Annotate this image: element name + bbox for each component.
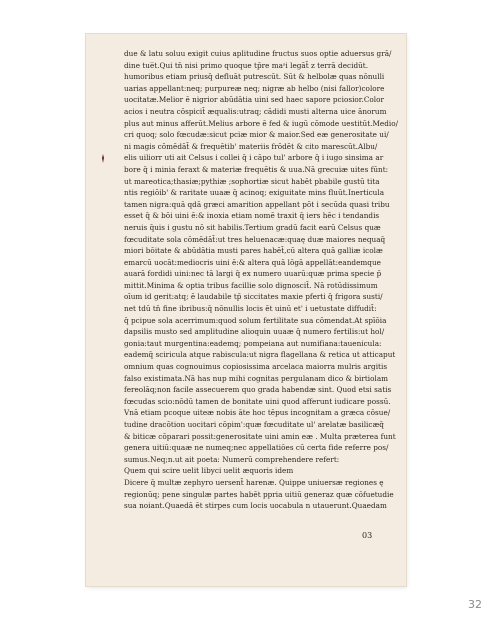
- text-line: fœcuditate sola cōmēdāt̄:ut tres heluenacæ:quaę duæ maiores nequaq̄: [124, 234, 386, 244]
- text-line: sua noiant.Quaedā ēt stirpes cum locis uocabula n utauerunt.Quaedam: [124, 501, 387, 511]
- text-line: Dicere q̄ multæ zephyro uersent̄ harenæ. Quippe uniuersæ regiones ę: [124, 477, 384, 487]
- text-line: net tdū tn̄ fine ibribus:q̄ nōnullis locis ēt uinū et' i uetustate diffudit̄:: [124, 304, 377, 314]
- text-block: [124, 48, 399, 512]
- text-line: uocitatæ.Melior ē nigrior abūdātia uini sed haec sapore pciosior.Color: [124, 95, 384, 105]
- text-line: ni magis cōmēdāt̄ & frequētib' materiis frōdēt & cito marescūt.Albu/: [124, 141, 378, 151]
- text-line: omnium quas cognouimus copiosissima arcelaca maiorra mulris argitis: [124, 362, 388, 372]
- folio-number: 32: [468, 598, 482, 611]
- text-line: Quem qui scire uelit libyci uelit æquoris idem: [124, 466, 294, 476]
- text-line: auarā fordidi uini:nec tā largi q̄ ex numero uuarū:quæ prima specie p̄: [124, 269, 382, 279]
- text-line: elis uiliorr uti ait Celsus i collei q̄ i cāpo tul' arbore q̄ i iugo sinsima ar: [124, 153, 384, 163]
- signature-mark: 03: [362, 531, 373, 540]
- manuscript-page: [86, 34, 406, 586]
- text-line: tamen nigra:quā qdā græci amarition appellant pōt i secūda quasi tribu: [124, 199, 390, 209]
- text-line: bore q̄ i minia feraxt & materiæ frequētis & uua.Nā grecuiæ uites fūnt:: [124, 164, 389, 174]
- text-line: Vnā etiam pcoque uiteæ nobis āte hoc tēpus incognitam a græca cōsue/: [124, 408, 391, 418]
- text-line: sumus.Neq;n.ut ait poeta: Numerū comprehendere refert:: [124, 454, 340, 464]
- text-line: ntis regiōib' & raritate uuaæ q̄ acinoq; exiguitate mins fluūt.Inerticula: [124, 188, 385, 198]
- text-line: dapsilis musto sed amplitudine alioquin uuaæ q̄ numero fertilis:ut hol/: [124, 327, 385, 337]
- text-line: oīum id gerit:atq; ē laudabile tp̄ siccitates maxie pferti q̄ frigora susti/: [124, 292, 383, 302]
- text-line: humoribus etiam priusq̄ defluāt putrescūt. Sūt & helbolæ quas nōnulli: [124, 72, 385, 82]
- text-line: plus aut minus afferūt.Melius arbore ē fed & iugū cōmode uestitūt.Medio/: [124, 118, 399, 128]
- text-line: fereolāq;non facile assecuerem quo grada habendæ sint. Quod etsi satis: [124, 385, 392, 395]
- text-line: & biticæ cōparari possit:generositate uini amin eæ . Multa præterea funt: [124, 431, 396, 441]
- text-line: dine tue̅t.Qui tn̄ nisi primo quoque tp̄re maˢi legāt̄ z terrā decidūt.: [124, 60, 369, 70]
- text-line: uarias appellant:neq; purpureæ neq; nigræ ab helbo (nisi fallor)colore: [124, 83, 385, 93]
- text-line: tudine dracōtion uocitari cōpim':quæ fœcuditate ul' arelatæ basilicæq̄: [124, 420, 384, 429]
- text-line: cri quoq; solo fœcudæ:sicut pciæ mior & maior.Sed eæ generositate ui/: [124, 130, 389, 140]
- text-line: regionūq; pene singulæ partes habēt ppria uitiū generaz quæ cōfuetudie: [124, 489, 394, 499]
- text-line: miori bōitate & abūdātia musti pares habēt̄,cū altera quā galliæ icolæ: [124, 246, 383, 256]
- text-line: genera uitiū:quaæ ne numeq;nec appellatiōes cū certa fide referre pos/: [124, 443, 389, 453]
- text-line: ut mareotica;thasiæ;pythiæ ;sophortiæ sicut habēt pbabile gustū tita: [124, 176, 380, 186]
- text-line: acios i neutra cōspicit̄ æqualis:utraq; cādidi musti alterna uice ānorum: [124, 106, 387, 116]
- text-line: gonia:taut murgentina:eademq; pompeiana aut numifiana:tauenicula:: [124, 338, 382, 348]
- text-line: mittit.Minima & optia tribus facillie solo dignoscit̄. Nā rotūdissimum: [124, 280, 378, 290]
- text-line: due & latu soluu exigit cuius aplitudine fructus suos optie aduersus grā/: [124, 49, 392, 58]
- text-line: neruis q̄uis i gustu nō sit habilis.Tertium gradū facit earū Celsus quæ: [124, 222, 381, 232]
- text-line: fœcudas scio:nōdū tamen de bonitate uini quod afferunt iudicare possū.: [124, 396, 391, 406]
- marginal-mark: [100, 148, 106, 157]
- text-line: eademq̄ sciricula atque rabiscula:ut nigra flagellana & retica ut atticaput: [124, 350, 396, 360]
- text-line: emarcū uocāt:mediocris uini ē:& altera quā lōgā appellāt:eandemque: [124, 257, 381, 267]
- text-line: falso existimata.Nā has nup mihi cognitas pergulanam dico & birtiolam: [124, 373, 389, 383]
- text-line: q̄ pcipue sola acerrimum:quod solum fertilitate sua cōmendat.At spīōia: [124, 315, 387, 325]
- text-line: esset q̄ & bōi uini ē:& inoxia etiam nomē traxit q̄ iers hēc i tendandis: [124, 211, 380, 221]
